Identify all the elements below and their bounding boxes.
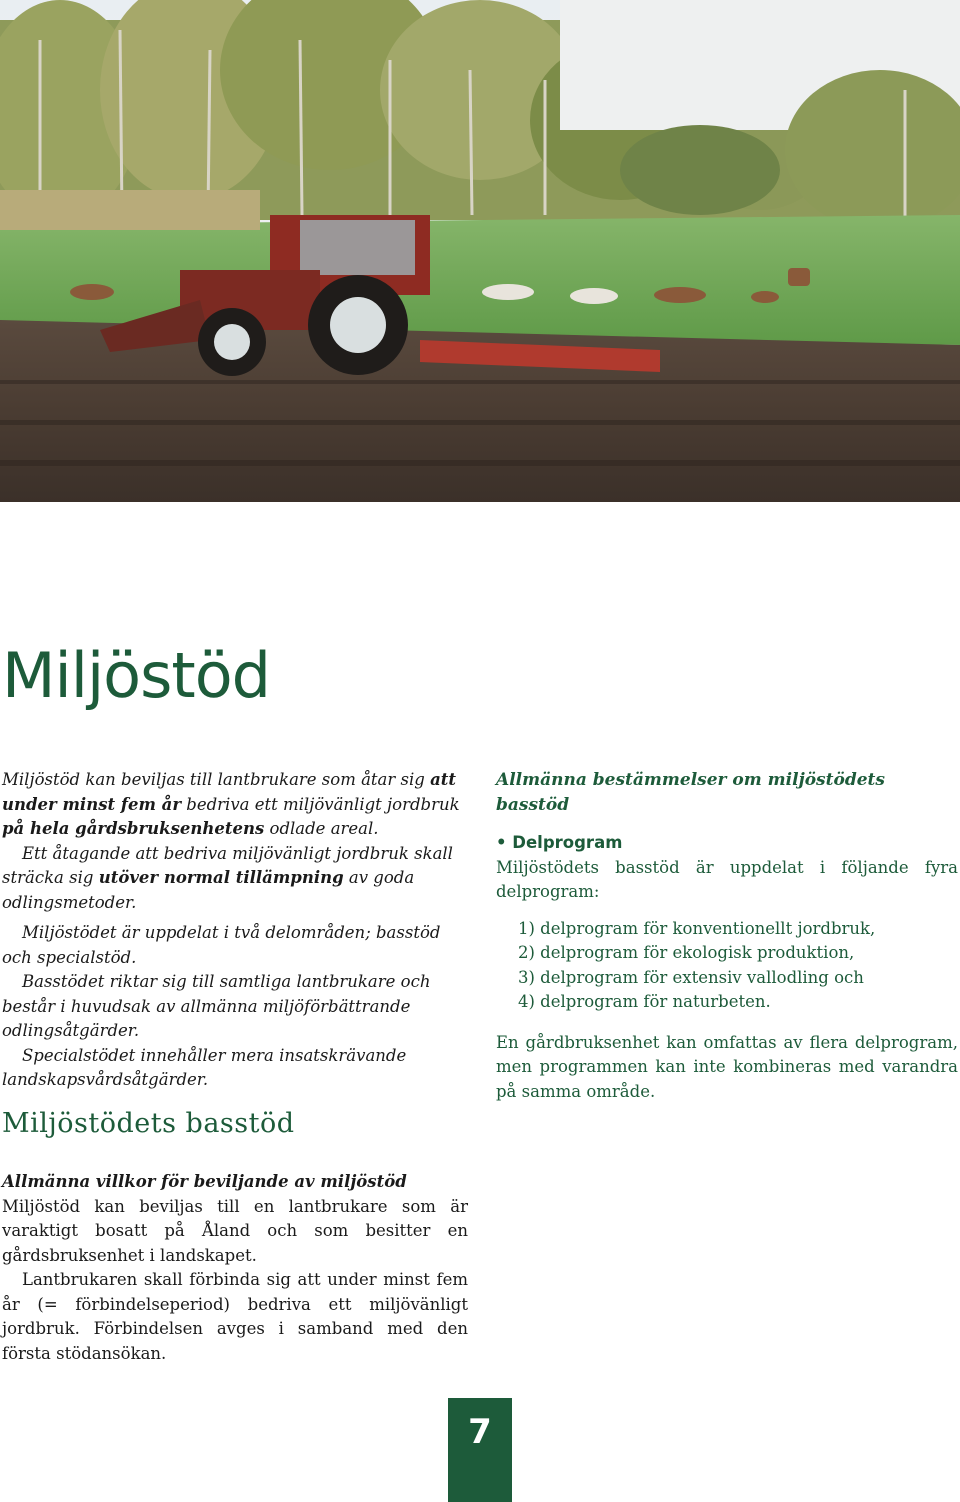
intro-paragraph-3: Miljöstödet är uppdelat i två delområden; basstöd och specialstöd. bbox=[2, 923, 441, 967]
conditions-paragraph-2: Lantbrukaren skall förbinda sig att under minst fem år (= förbindelseperiod) bedriva ett miljövänligt jordbruk. Förbindelsen avges i samband med den första stödansökan. bbox=[2, 1270, 468, 1363]
intro-text-span: bedriva ett miljövänligt jordbruk bbox=[181, 794, 460, 814]
intro-text bbox=[2, 768, 468, 1093]
intro-emphasis: utöver normal tillämpning bbox=[98, 868, 344, 887]
list-item: 1) delprogram för konventionellt jordbruk, bbox=[518, 918, 876, 938]
conditions-heading: Allmänna villkor för beviljande av miljöstöd bbox=[2, 1172, 407, 1191]
intro-paragraph-1 bbox=[2, 768, 468, 842]
intro-text-span: Ett åtagande att bedriva miljövänligt jordbruk skall sträcka sig bbox=[2, 843, 453, 887]
intro-paragraph-2 bbox=[2, 842, 468, 916]
page-title: Miljöstöd bbox=[2, 639, 271, 712]
section-heading: Miljöstödets basstöd bbox=[2, 1108, 295, 1139]
header-photo bbox=[0, 0, 960, 502]
page-number: 7 bbox=[448, 1398, 512, 1502]
intro-text-span: odlade areal. bbox=[264, 819, 379, 838]
rules-paragraph-2: En gårdbruksenhet kan omfattas av flera delprogram, men programmen kan inte kombineras med varandra på samma område. bbox=[496, 1032, 958, 1101]
intro-text-span: Miljöstöd kan beviljas till lantbrukare som åtar sig bbox=[2, 770, 431, 789]
list-item: 3) delprogram för extensiv vallodling och bbox=[518, 967, 864, 987]
intro-emphasis: på hela gårdsbruksenhetens bbox=[2, 819, 265, 838]
intro-paragraph-5: Specialstödet innehåller mera insatskrävande landskapsvårdsåtgärder. bbox=[2, 1045, 407, 1089]
intro-text-span: av goda odlingsmetoder. bbox=[2, 868, 415, 912]
delprogram-list bbox=[496, 917, 958, 1015]
delprogram-bullet: • Delprogram bbox=[496, 833, 623, 852]
basstod-rules bbox=[496, 768, 958, 1104]
list-item: 4) delprogram för naturbeten. bbox=[518, 992, 771, 1011]
rules-paragraph-1: Miljöstödets basstöd är uppdelat i följande fyra delprogram: bbox=[496, 857, 958, 901]
conditions-section bbox=[2, 1170, 468, 1366]
tractor-field-image bbox=[0, 0, 960, 502]
intro-emphasis: att under minst fem år bbox=[2, 770, 457, 814]
list-item: 2) delprogram för ekologisk produktion, bbox=[518, 943, 855, 962]
intro-paragraph-4: Basstödet riktar sig till samtliga lantbrukare och består i huvudsak av allmänna miljöförbättrande odlingsåtgärder. bbox=[2, 972, 431, 1040]
conditions-paragraph-1: Miljöstöd kan beviljas till en lantbrukare som är varaktigt bosatt på Åland och som besitter en gårdsbruksenhet i landskapet. bbox=[2, 1196, 468, 1265]
rules-heading: Allmänna bestämmelser om miljöstödets basstöd bbox=[496, 770, 885, 815]
